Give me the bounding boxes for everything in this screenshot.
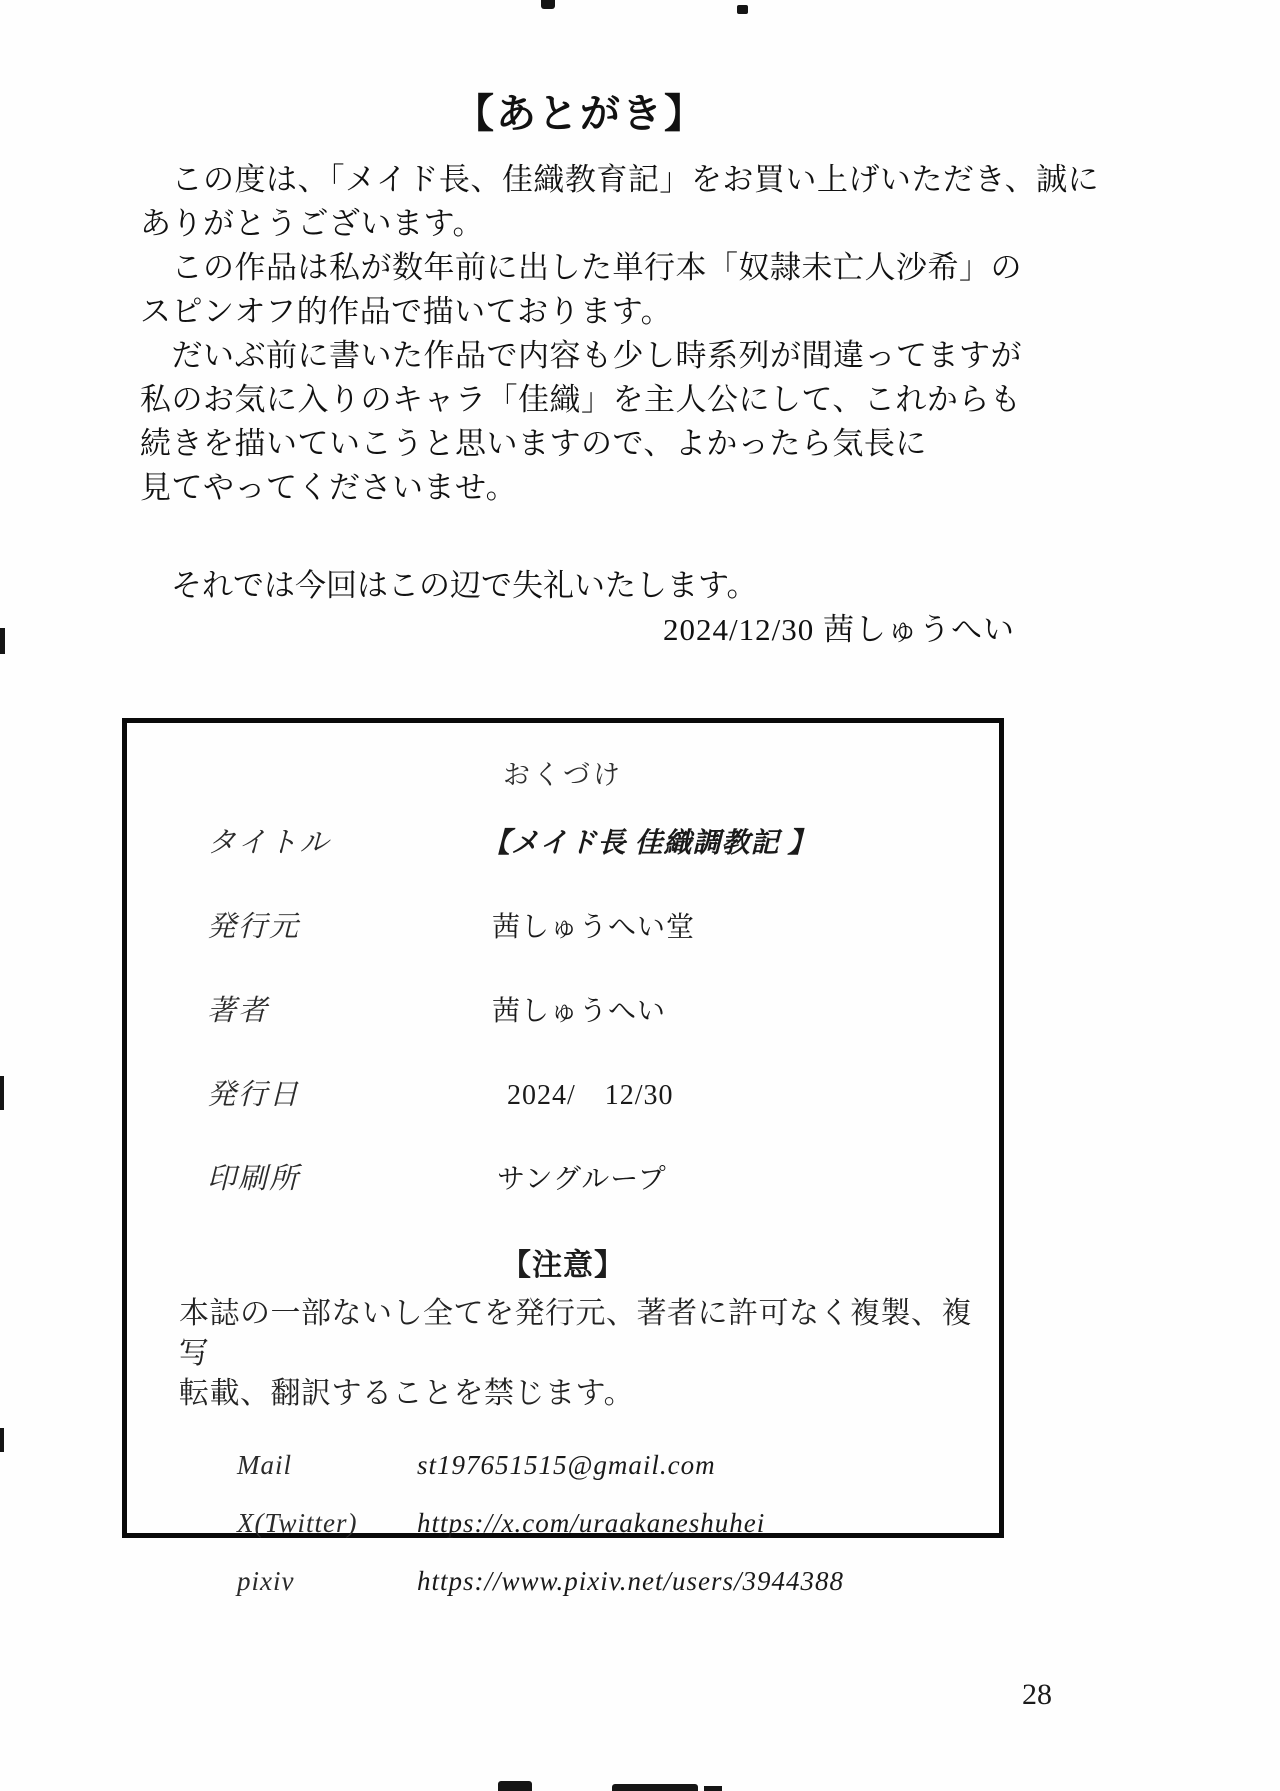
colophon-label: 著者 [207,995,270,1027]
colophon-row-printer [127,1156,999,1197]
colophon-value: 2024/ 12/30 [507,1080,674,1111]
afterword-line: ありがとうございます。 [140,206,485,241]
notice-line: 転載、翻訳することを禁じます。 [179,1377,635,1410]
afterword-closing-line: それでは今回はこの辺で失礼いたします。 [140,568,758,603]
afterword-line: 私のお気に入りのキャラ「佳織」を主人公にして、これからも [140,382,1022,417]
afterword-line: スピンオフ的作品で描いております。 [140,294,673,329]
afterword-line: この作品は私が数年前に出した単行本「奴隷未亡人沙希」の [140,250,1022,285]
afterword-line: 見てやってくださいませ。 [140,470,518,505]
mail-address: st197651515@gmail.com [417,1450,716,1480]
colophon-value: 【メイド長 佳織調教記 】 [482,828,817,859]
colophon-value: 茜しゅうへい堂 [492,912,696,943]
contact-label: pixiv [237,1566,295,1596]
notice-heading: 【注意】 [501,1249,625,1282]
scan-artifact [704,1786,722,1791]
afterword-line: この度は、「メイド長、佳織教育記」をお買い上げいただき、誠に [140,162,1100,197]
colophon-row-title [127,820,999,861]
page-number: 28 [1022,1678,1052,1711]
twitter-url: https://x.com/uraakaneshuhei [417,1508,766,1538]
scan-artifact [0,628,5,654]
colophon-row-publisher [127,904,999,945]
colophon-label: 発行元 [207,911,301,943]
copyright-notice [127,1240,999,1414]
scan-artifact [0,1076,4,1110]
colophon-box [122,718,1004,1596]
colophon-label: タイトル [207,827,331,859]
colophon-label: 発行日 [207,1079,301,1111]
scan-artifact [612,1784,698,1791]
contact-list [127,1450,999,1597]
afterword-heading: 【あとがき】 [454,91,706,136]
afterword-line: 続きを描いていこうと思いますので、よかったら気長に [140,426,927,461]
contact-row-pixiv [127,1566,999,1597]
scan-artifact [737,5,748,14]
contact-label: Mail [237,1450,292,1480]
colophon-heading: おくづけ [503,760,623,790]
notice-text [179,1294,979,1414]
contact-row-mail [127,1450,999,1481]
notice-line: 本誌の一部ないし全てを発行元、著者に許可なく複製、複写 [179,1297,972,1370]
colophon-value: サングループ [497,1164,667,1195]
scan-artifact [541,0,555,9]
scan-artifact [498,1781,532,1791]
colophon-row-author [127,988,999,1029]
afterword-body [140,158,1100,510]
afterword-line: だいぶ前に書いた作品で内容も少し時系列が間違ってますが [140,338,1022,373]
colophon-label: 印刷所 [207,1163,301,1195]
pixiv-url: https://www.pixiv.net/users/3944388 [417,1566,844,1596]
scan-artifact [0,1428,4,1452]
afterword-signature: 2024/12/30 茜しゅうへい [663,612,1015,647]
colophon-rows [127,820,999,1197]
contact-label: X(Twitter) [237,1508,358,1538]
contact-row-twitter [127,1508,999,1539]
colophon-value: 茜しゅうへい [492,996,667,1027]
colophon-row-publish-date [127,1072,999,1113]
